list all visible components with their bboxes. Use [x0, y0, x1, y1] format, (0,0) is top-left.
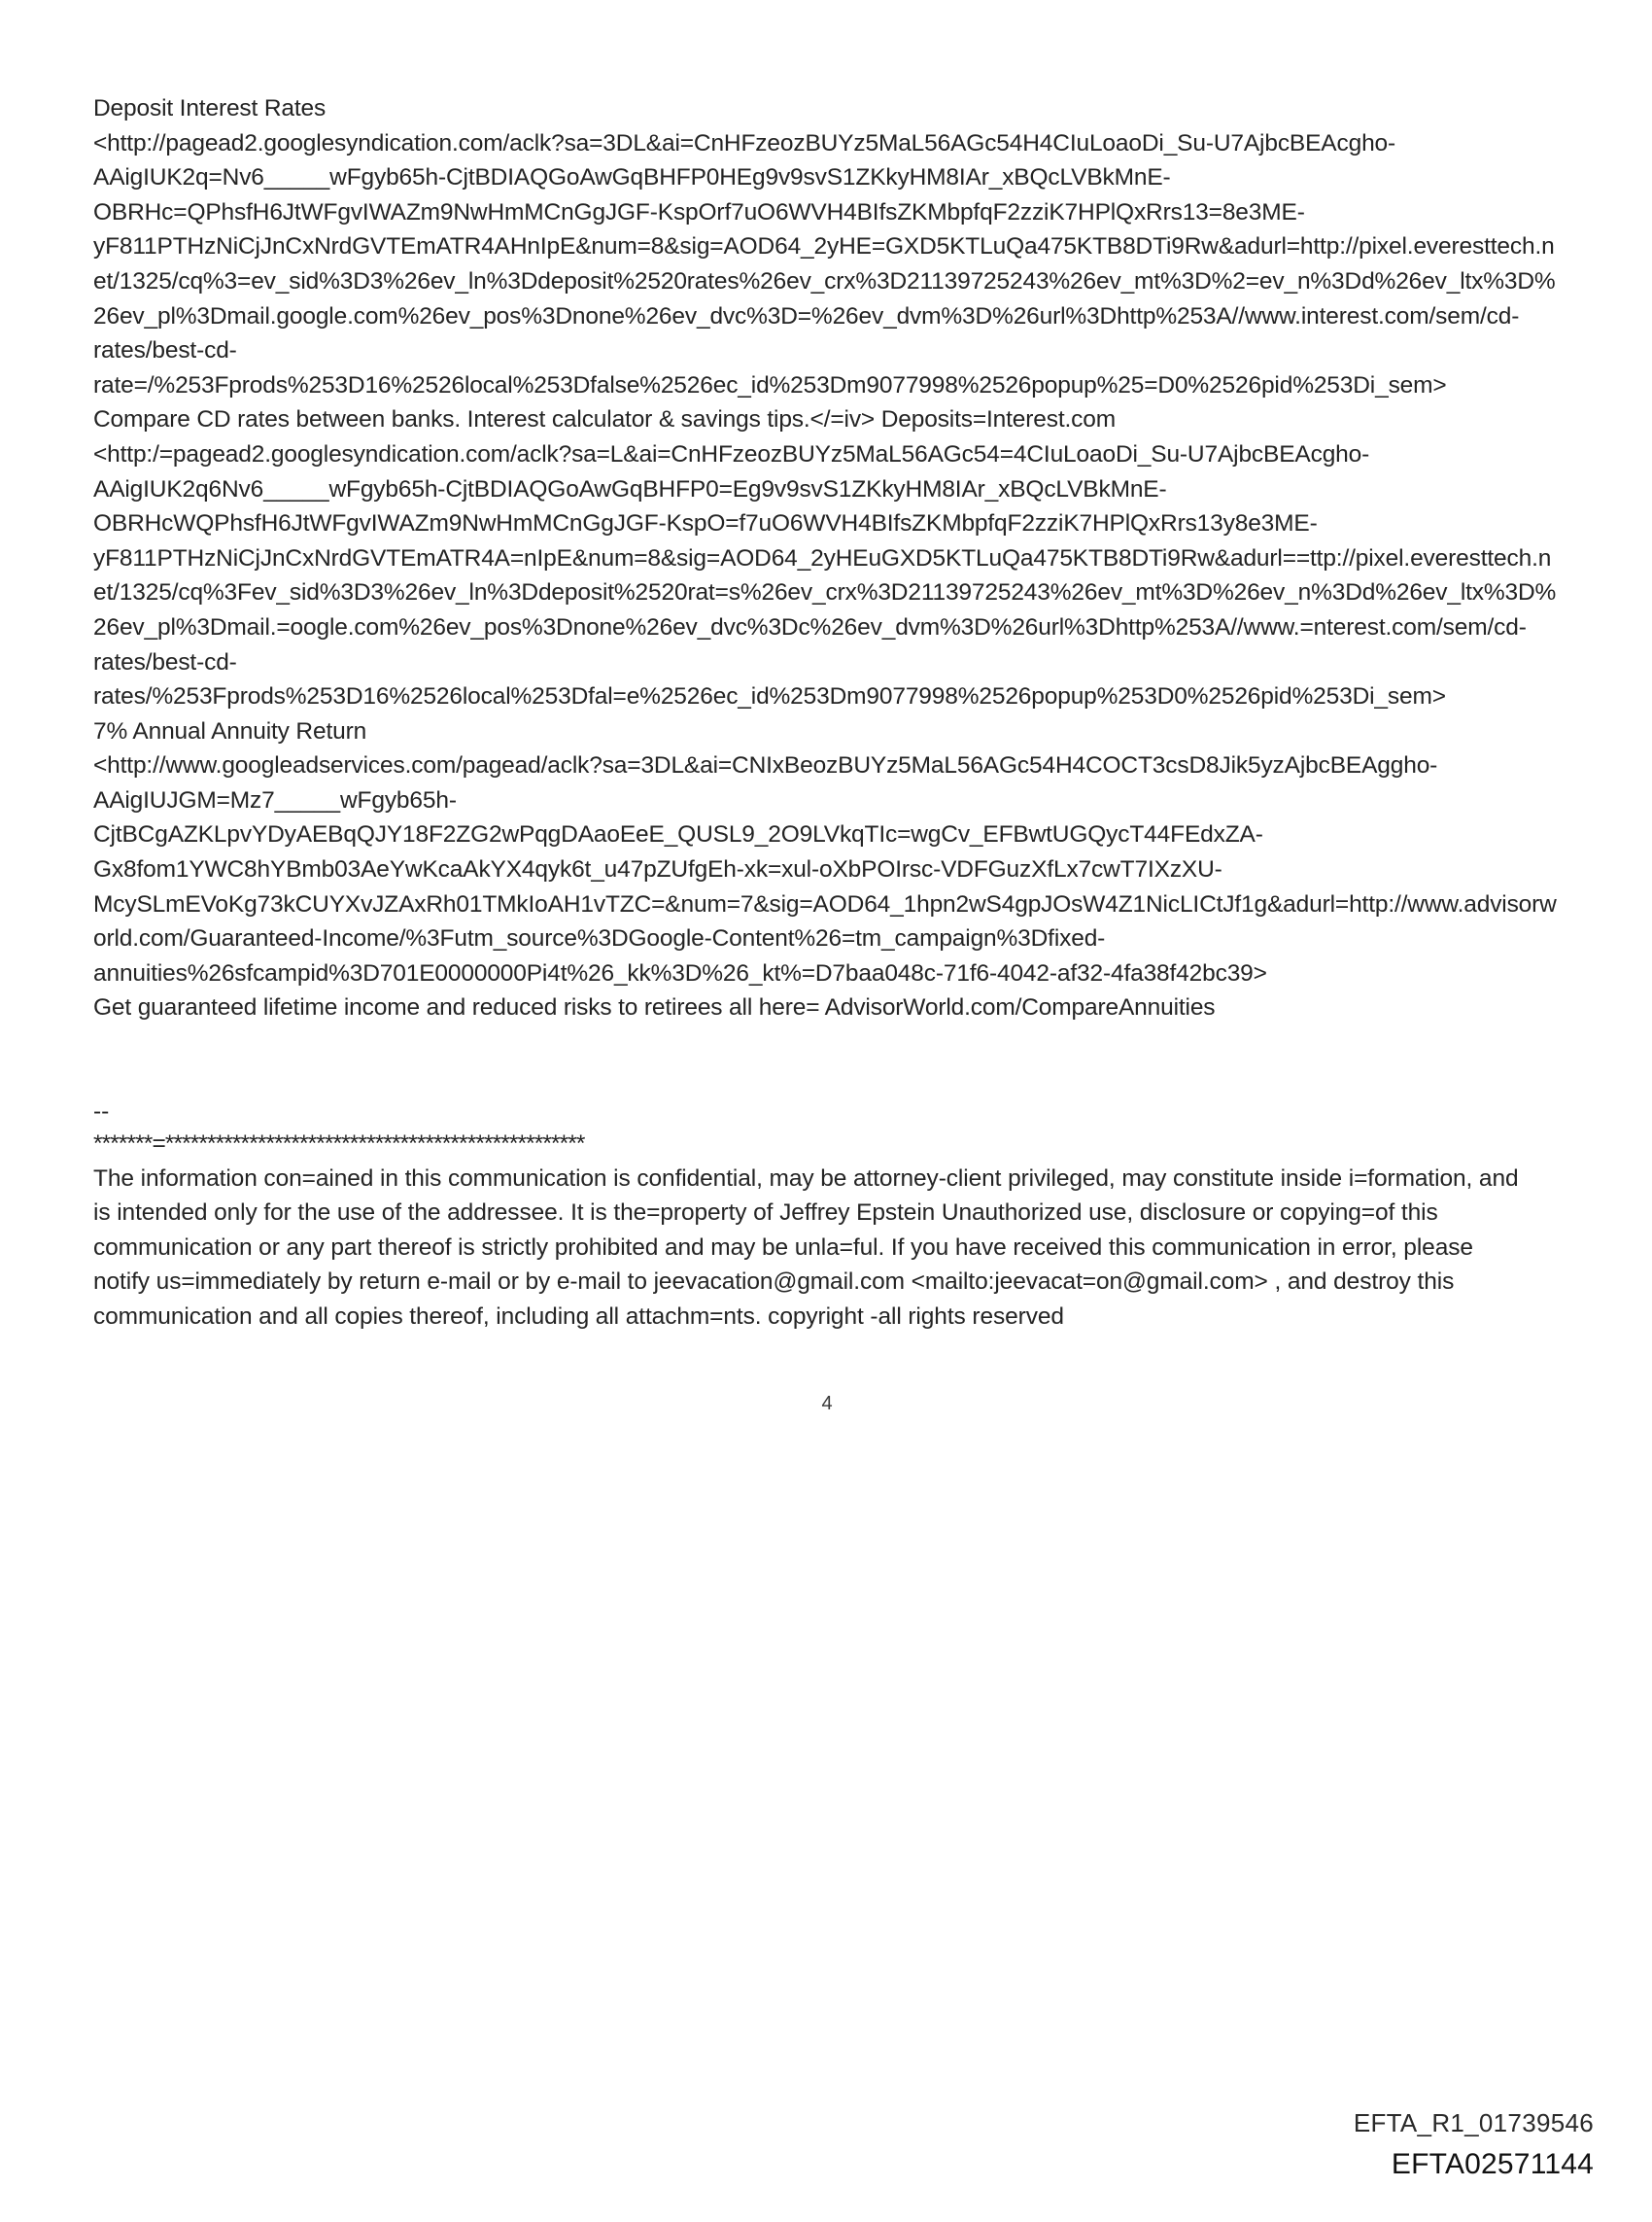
ad-url-deposit-interest-rates: <http://pagead2.googlesyndication.com/aclk?sa=3DL&ai=CnHFzeozBUYz5MaL56AGc54H4CIuLoaoDi_Su-U7AjbcBEAcgho-AAigIUK2q=Nv6_____wFgyb65h-CjtBDIAQGoAwGqBHFP0HEg9v9svS1ZKkyHM8IAr_xBQcLVBkMnE-OBRHc=QPhsfH6JtWFgvIWAZm9NwHmMCnGgJGF-KspOrf7uO6WVH4BIfsZKMbpfqF2zziK7HPlQxRrs13=8e3ME-yF811PTHzNiCjJnCxNrdGVTEmATR4AHnIpE&num=8&sig=AOD64_2yHE=GXD5KTLuQa475KTB8DTi9Rw&adurl=http://pixel.everesttech.net/1325/cq%3=ev_sid%3D3%26ev_ln%3Ddeposit%2520rates%26ev_crx%3D21139725243%26ev_mt%3D%2=ev_n%3Dd%26ev_ltx%3D%26ev_pl%3Dmail.google.com%26ev_pos%3Dnone%26ev_dvc%3D=%26ev_dvm%3D%26url%3Dhttp%253A//www.interest.com/sem/cd-rates/best-cd-rate=/%253Fprods%253D16%2526local%253Dfalse%2526ec_id%253Dm9077998%2526popup%25=D0%2526pid%253Di_sem> — [93, 129, 1556, 399]
bates-stamp-group — [1354, 2108, 1594, 2181]
ad-url-annual-annuity-return: <http://www.googleadservices.com/pagead/aclk?sa=3DL&ai=CNIxBeozBUYz5MaL56AGc54H4COCT3csD8Jik5yzAjbcBEAggho-AAigIUJGM=Mz7_____wFgyb65h-CjtBCgAZKLpvYDyAEBqQJY18F2ZG2wPqgDAaoEeE_QUSL9_2O9LVkqTIc=wgCv_EFBwtUGQycT44FEdxZA-Gx8fom1YWC8hYBmb03AeYwKcaAkYX4qyk6t_u47pZUfgEh-xk=xul-oXbPOIrsc-VDFGuzXfLx7cwT7IXzXU-McySLmEVoKg73kCUYXvJZAxRh01TMkIoAH1vTZC=&num=7&sig=AOD64_1hpn2wS4gpJOsW4Z1NicLICtJf1g&adurl=http://www.advisorworld.com/Guaranteed-Income/%3Futm_source%3DGoogle-Content%26=tm_campaign%3Dfixed-annuities%26sfcampid%3D701E0000000Pi4t%26_kk%3D%26_kt%=D7baa048c-71f6-4042-af32-4fa38f42bc39> — [93, 752, 1557, 987]
block-spacer — [93, 1025, 1561, 1097]
ad-tagline-annual-annuity-return: Get guaranteed lifetime income and reduced risks to retirees all here= AdvisorWorld.com/CompareAnnuities — [93, 994, 1216, 1022]
document-body — [93, 91, 1561, 1414]
ad-heading-annual-annuity-return: 7% Annual Annuity Return — [93, 717, 367, 745]
confidentiality-notice: The information con=ained in this communication is confidential, may be attorney-client privileged, may constitute inside i=formation, and is intended only for the use of the addressee. It is the=property of Jeffrey Epstein Unauthorized use, disclosure or copying=of this communication or any part thereof is strictly prohibited and may be unla=ful. If you have received this communication in error, please notify us=immediately by return e-mail or by e-mail to jeevacation@gmail.com <mailto:jeevacat=on@gmail.com> , and destroy this communication and all copies thereof, including all attachm=nts. copyright -all rights reserved — [93, 1164, 1526, 1330]
page-number: 4 — [821, 1393, 833, 1414]
ad-heading-deposit-interest-rates: Deposit Interest Rates — [93, 95, 327, 122]
ad-heading-compare-cd-rates: Compare CD rates between banks. Interest calculator & savings tips.</=iv> Deposits=Interest.com — [93, 406, 1117, 434]
signature-separator-rule: *******=************************************************** — [93, 1130, 585, 1158]
bates-number-upper: EFTA_R1_01739546 — [1353, 2108, 1594, 2137]
ad-url-compare-cd-rates: <http:/=pagead2.googlesyndication.com/aclk?sa=L&ai=CnHFzeozBUYz5MaL56AGc54=4CIuLoaoDi_Su-U7AjbcBEAcgho-AAigIUK2q6Nv6_____wFgyb65h-CjtBDIAQGoAwGqBHFP0=Eg9v9svS1ZKkyHM8IAr_xBQcLVBkMnE-OBRHcWQPhsfH6JtWFgvIWAZm9NwHmMCnGgJGF-KspO=f7uO6WVH4BIfsZKMbpfqF2zziK7HPlQxRrs13y8e3ME-yF811PTHzNiCjJnCxNrdGVTEmATR4A=nIpE&num=8&sig=AOD64_2yHEuGXD5KTLuQa475KTB8DTi9Rw&adurl==ttp://pixel.everesttech.net/1325/cq%3Fev_sid%3D3%26ev_ln%3Ddeposit%2520rat=s%26ev_crx%3D21139725243%26ev_mt%3D%26ev_n%3Dd%26ev_ltx%3D%26ev_pl%3Dmail.=oogle.com%26ev_pos%3Dnone%26ev_dvc%3Dc%26ev_dvm%3D%26url%3Dhttp%253A//www.=nterest.com/sem/cd-rates/best-cd-rates/%253Fprods%253D16%2526local%253Dfal=e%2526ec_id%253Dm9077998%2526popup%253D0%2526pid%253Di_sem> — [93, 440, 1557, 711]
bates-number-lower: EFTA02571144 — [1391, 2148, 1594, 2180]
signature-dashes: -- — [93, 1098, 110, 1126]
